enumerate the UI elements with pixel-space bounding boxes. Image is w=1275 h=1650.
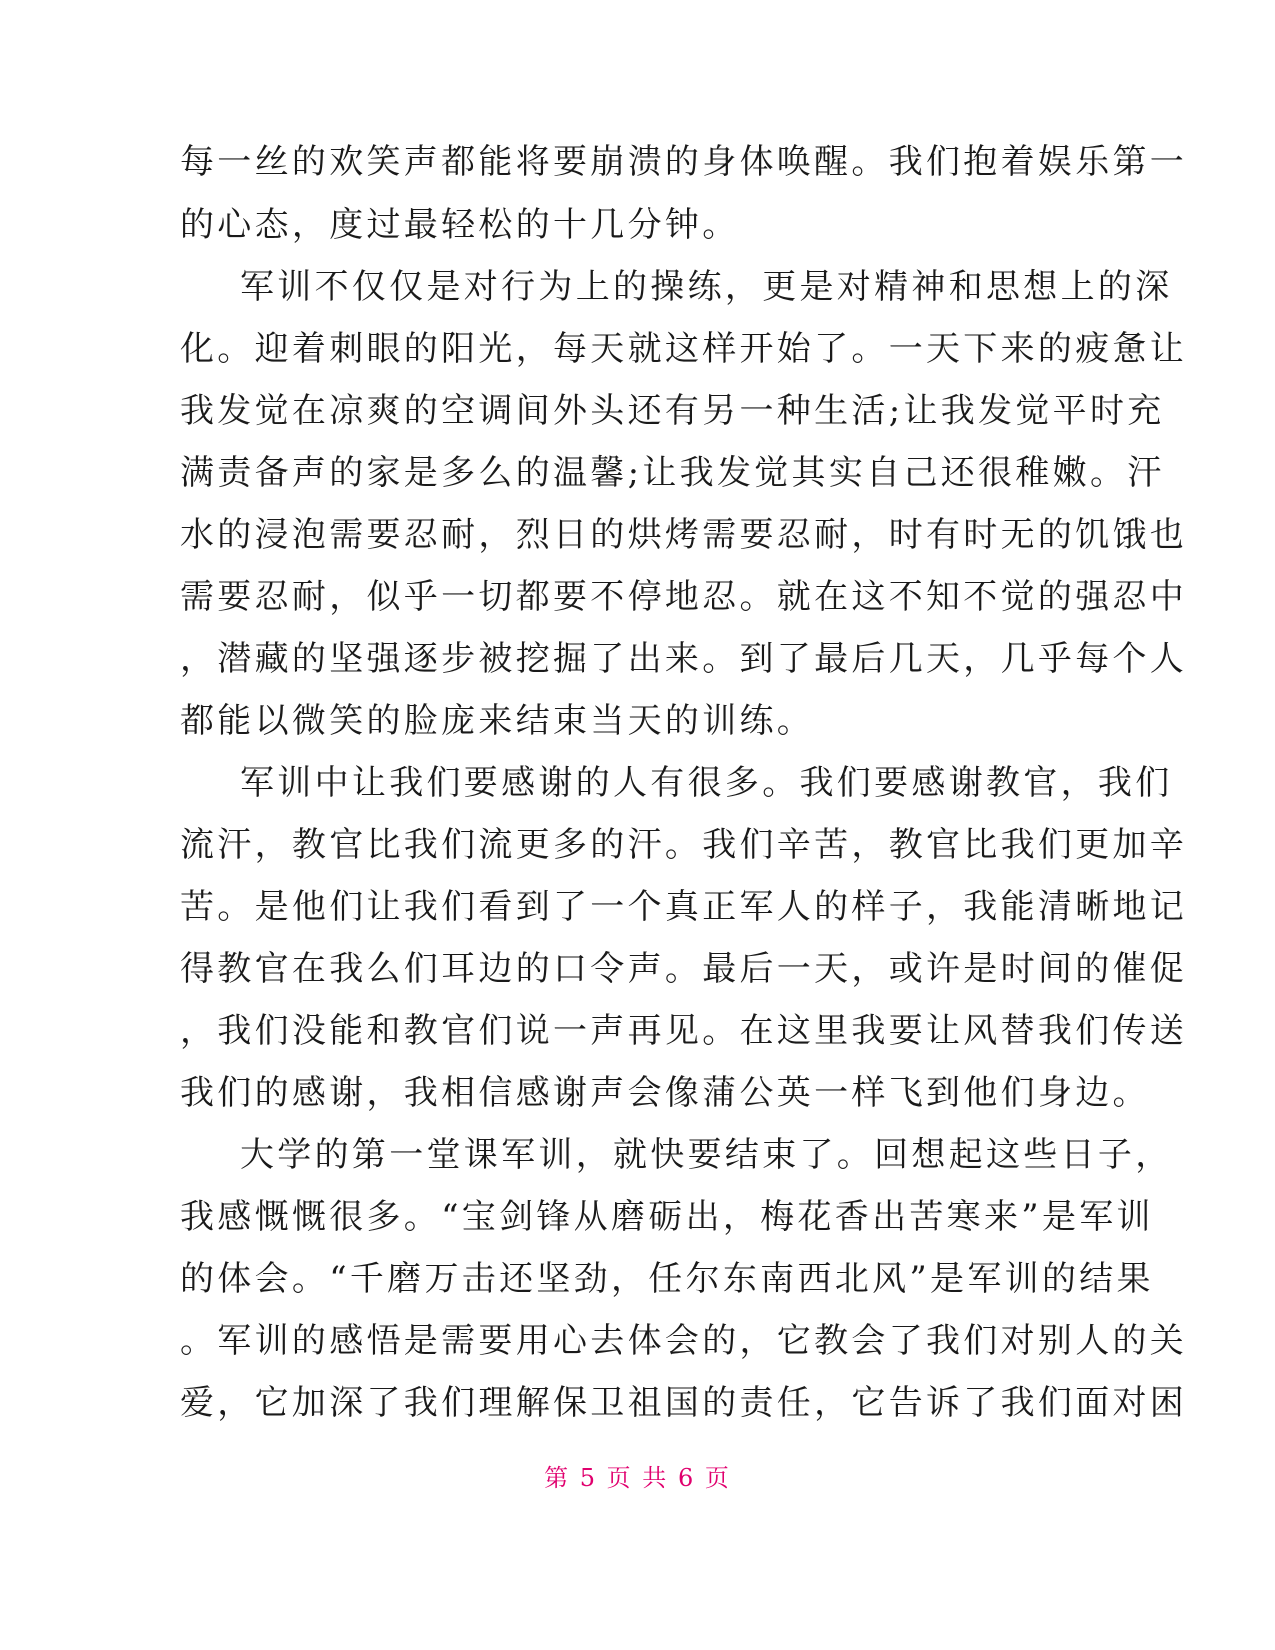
text-line: 我发觉在凉爽的空调间外头还有另一种生活;让我发觉平时充 [180,391,1165,431]
text-line: 需要忍耐，似乎一切都要不停地忍。就在这不知不觉的强忍中 [180,577,1188,617]
text-line: 每一丝的欢笑声都能将要崩溃的身体唤醒。我们抱着娱乐第一 [180,142,1188,182]
text-line: 化。迎着刺眼的阳光，每天就这样开始了。一天下来的疲惫让 [180,329,1188,369]
text-line: ，潜藏的坚强逐步被挖掘了出来。到了最后几天，几乎每个人 [180,639,1188,679]
text-line: 的心态，度过最轻松的十几分钟。 [180,205,740,245]
text-line: ，我们没能和教官们说一声再见。在这里我要让风替我们传送 [180,1011,1188,1051]
text-line: 流汗，教官比我们流更多的汗。我们辛苦，教官比我们更加辛 [180,825,1188,865]
text-line: 我感慨慨很多。“宝剑锋从磨砺出，梅花香出苦寒来”是军训 [180,1197,1154,1237]
text-line: 水的浸泡需要忍耐，烈日的烘烤需要忍耐，时有时无的饥饿也 [180,515,1188,555]
text-line: 我们的感谢，我相信感谢声会像蒲公英一样飞到他们身边。 [180,1073,1150,1113]
text-line: 爱，它加深了我们理解保卫祖国的责任，它告诉了我们面对困 [180,1383,1188,1423]
text-line: 满责备声的家是多么的温馨;让我发觉其实自己还很稚嫩。汗 [180,453,1165,493]
paragraph-first-line: 军训中让我们要感谢的人有很多。我们要感谢教官，我们 [240,763,1173,803]
page-number-footer: 第 5 页 共 6 页 [544,1464,731,1492]
text-line: 的体会。“千磨万击还坚劲，任尔东南西北风”是军训的结果 [180,1259,1154,1299]
text-line: 。军训的感悟是需要用心去体会的，它教会了我们对别人的关 [180,1321,1188,1361]
text-line: 都能以微笑的脸庞来结束当天的训练。 [180,701,815,741]
text-line: 苦。是他们让我们看到了一个真正军人的样子，我能清晰地记 [180,887,1188,927]
paragraph-first-line: 军训不仅仅是对行为上的操练，更是对精神和思想上的深 [240,267,1173,307]
paragraph-first-line: 大学的第一堂课军训，就快要结束了。回想起这些日子， [240,1135,1173,1175]
text-line: 得教官在我么们耳边的口令声。最后一天，或许是时间的催促 [180,949,1188,989]
